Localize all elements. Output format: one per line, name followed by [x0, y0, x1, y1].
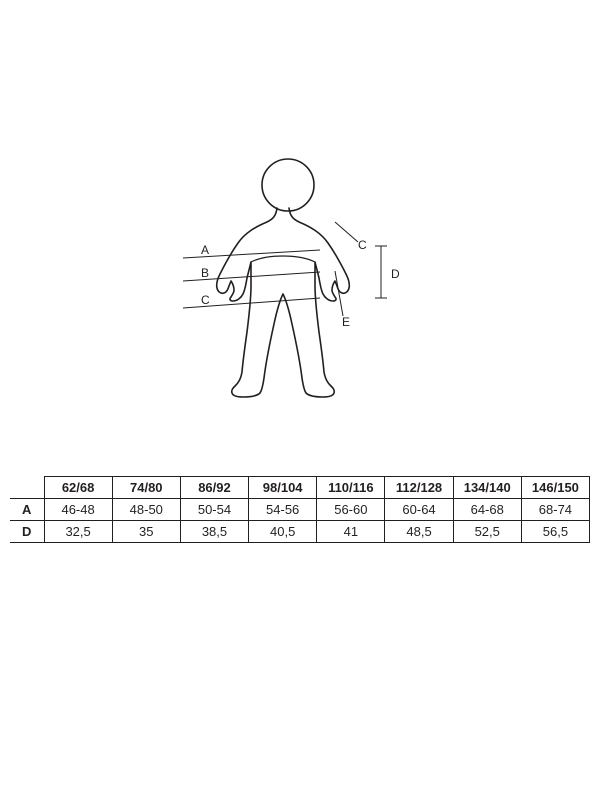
body-measurement-diagram	[175, 150, 425, 410]
table-row	[10, 499, 590, 521]
row-header-a: A	[10, 499, 44, 521]
size-table-head	[10, 477, 590, 499]
cell-d-7: 56,5	[521, 521, 589, 543]
label-d: D	[391, 267, 400, 281]
cell-a-0: 46-48	[44, 499, 112, 521]
cell-d-3: 40,5	[249, 521, 317, 543]
label-a: A	[201, 243, 210, 257]
column-header-6: 134/140	[453, 477, 521, 499]
size-table	[10, 476, 590, 543]
label-e: E	[342, 315, 351, 329]
diagram-backdrop	[187, 155, 405, 405]
cell-d-0: 32,5	[44, 521, 112, 543]
column-header-7: 146/150	[521, 477, 589, 499]
column-header-2: 86/92	[180, 477, 248, 499]
table-corner-cell	[10, 477, 44, 499]
table-row	[10, 521, 590, 543]
column-header-3: 98/104	[249, 477, 317, 499]
size-table-container	[10, 476, 590, 543]
cell-a-4: 56-60	[317, 499, 385, 521]
size-table-body	[10, 499, 590, 543]
cell-d-4: 41	[317, 521, 385, 543]
cell-d-1: 35	[112, 521, 180, 543]
cell-a-6: 64-68	[453, 499, 521, 521]
cell-a-7: 68-74	[521, 499, 589, 521]
cell-a-5: 60-64	[385, 499, 453, 521]
cell-a-2: 50-54	[180, 499, 248, 521]
label-b: B	[201, 266, 210, 280]
label-c-arm: C	[358, 238, 367, 252]
row-header-d: D	[10, 521, 44, 543]
cell-d-2: 38,5	[180, 521, 248, 543]
column-header-0: 62/68	[44, 477, 112, 499]
label-c-left: C	[201, 293, 210, 307]
column-header-1: 74/80	[112, 477, 180, 499]
cell-d-5: 48,5	[385, 521, 453, 543]
cell-a-3: 54-56	[249, 499, 317, 521]
cell-d-6: 52,5	[453, 521, 521, 543]
cell-a-1: 48-50	[112, 499, 180, 521]
column-header-5: 112/128	[385, 477, 453, 499]
column-header-4: 110/116	[317, 477, 385, 499]
table-header-row	[10, 477, 590, 499]
